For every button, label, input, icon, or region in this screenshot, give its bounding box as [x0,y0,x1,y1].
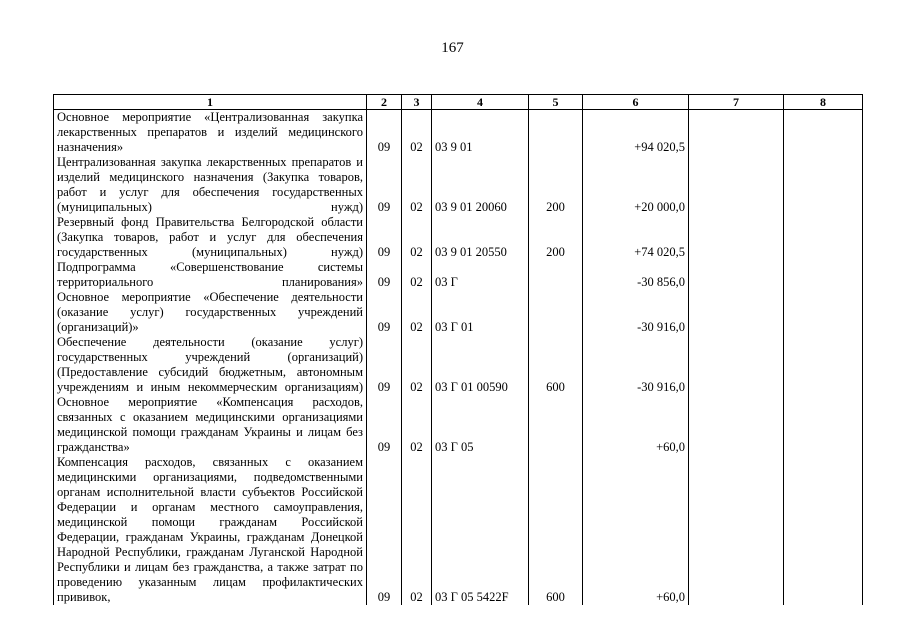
row-subsection: 02 [402,260,432,290]
row-description: Централизованная закупка лекарственных препаратов и изделий медицинского назначения (Закупка товаров, работ и услуг для обеспечения государственных (муниципальных) нужд) [54,155,367,215]
column-header: 3 [402,95,432,110]
table-row [54,290,863,335]
row-col8 [784,155,863,215]
row-description: Обеспечение деятельности (оказание услуг) государственных учреждений (организаций) (Предоставление субсидий бюджетным, автономным учреждениям и иным некоммерческим организациям) [54,335,367,395]
row-target-code: 03 Г 01 [432,290,529,335]
row-col8 [784,395,863,455]
table-row [54,110,863,156]
row-section: 09 [367,455,402,605]
table-row [54,395,863,455]
page-number: 167 [441,40,464,56]
row-subsection: 02 [402,455,432,605]
row-expense-type [529,290,583,335]
column-header: 6 [583,95,689,110]
column-header: 1 [54,95,367,110]
row-amount: +74 020,5 [583,215,689,260]
row-subsection: 02 [402,215,432,260]
row-section: 09 [367,335,402,395]
row-col8 [784,260,863,290]
column-header: 8 [784,95,863,110]
row-col7 [689,155,784,215]
row-target-code: 03 Г 01 00590 [432,335,529,395]
row-section: 09 [367,110,402,156]
row-subsection: 02 [402,290,432,335]
table-row [54,155,863,215]
row-col7 [689,455,784,605]
row-amount: -30 856,0 [583,260,689,290]
row-col7 [689,110,784,156]
row-col7 [689,335,784,395]
row-expense-type: 600 [529,455,583,605]
row-amount: -30 916,0 [583,290,689,335]
budget-table [53,94,862,605]
row-expense-type: 600 [529,335,583,395]
row-expense-type [529,260,583,290]
row-subsection: 02 [402,335,432,395]
row-amount: +60,0 [583,455,689,605]
table-row [54,260,863,290]
table-row [54,335,863,395]
row-expense-type: 200 [529,155,583,215]
column-header: 2 [367,95,402,110]
row-expense-type [529,110,583,156]
row-description: Основное мероприятие «Компенсация расходов, связанных с оказанием медицинскими организациями медицинской помощи гражданам Украины и лицам без гражданства» [54,395,367,455]
column-header: 7 [689,95,784,110]
row-amount: +60,0 [583,395,689,455]
row-description: Основное мероприятие «Обеспечение деятельности (оказание услуг) государственных учреждений (организаций)» [54,290,367,335]
row-col8 [784,290,863,335]
row-col7 [689,395,784,455]
row-description: Основное мероприятие «Централизованная закупка лекарственных препаратов и изделий медицинского назначения» [54,110,367,156]
row-expense-type: 200 [529,215,583,260]
row-target-code: 03 Г [432,260,529,290]
row-description: Компенсация расходов, связанных с оказанием медицинскими организациями, подведомственными органам исполнительной власти субъектов Российской Федерации и органам местного самоуправления, медицинской помощи гражданам Российской Федерации, гражданам Украины, гражданам Донецкой Народной Республики, гражданам Луганской Народной Республики и лицам без гражданства, а также затрат по проведению указанным лицам профилактических прививок, [54,455,367,605]
row-col7 [689,290,784,335]
row-amount: +94 020,5 [583,110,689,156]
row-description: Подпрограмма «Совершенствование системы территориального планирования» [54,260,367,290]
row-target-code: 03 Г 05 5422F [432,455,529,605]
row-amount: -30 916,0 [583,335,689,395]
row-description: Резервный фонд Правительства Белгородской области (Закупка товаров, работ и услуг для обеспечения государственных (муниципальных) нужд) [54,215,367,260]
row-subsection: 02 [402,395,432,455]
row-expense-type [529,395,583,455]
row-section: 09 [367,260,402,290]
row-col7 [689,215,784,260]
row-target-code: 03 Г 05 [432,395,529,455]
row-target-code: 03 9 01 20550 [432,215,529,260]
row-target-code: 03 9 01 20060 [432,155,529,215]
row-subsection: 02 [402,155,432,215]
row-col8 [784,110,863,156]
row-target-code: 03 9 01 [432,110,529,156]
row-col8 [784,215,863,260]
column-header: 4 [432,95,529,110]
table-header-row [54,95,863,110]
row-section: 09 [367,395,402,455]
table-row [54,455,863,605]
column-header: 5 [529,95,583,110]
row-col8 [784,335,863,395]
row-section: 09 [367,215,402,260]
table-row [54,215,863,260]
row-section: 09 [367,155,402,215]
row-col7 [689,260,784,290]
row-col8 [784,455,863,605]
row-section: 09 [367,290,402,335]
row-amount: +20 000,0 [583,155,689,215]
row-subsection: 02 [402,110,432,156]
